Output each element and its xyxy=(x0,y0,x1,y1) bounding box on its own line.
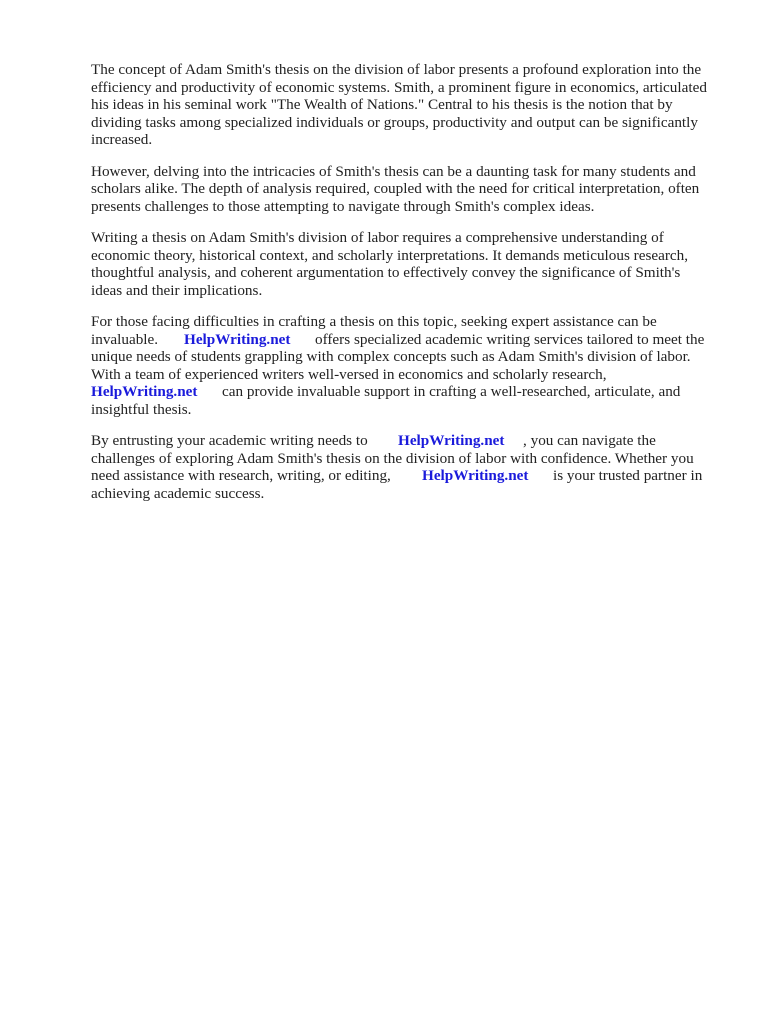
helpwriting-link[interactable]: HelpWriting.net xyxy=(91,383,198,400)
paragraph-line: his ideas in his seminal work "The Wealth of Nations." Central to his thesis is the notion that by xyxy=(91,96,673,113)
paragraph-line: For those facing difficulties in crafting a thesis on this topic, seeking expert assistance can be xyxy=(91,313,657,330)
helpwriting-link[interactable]: HelpWriting.net xyxy=(422,467,529,484)
paragraph-line: thoughtful analysis, and coherent argumentation to effectively convey the significance of Smith's xyxy=(91,264,681,281)
paragraph-line: is your trusted partner in xyxy=(553,467,703,484)
paragraph-line: unique needs of students grappling with complex concepts such as Adam Smith's division of labor. xyxy=(91,348,691,365)
paragraph-line: However, delving into the intricacies of Smith's thesis can be a daunting task for many students and xyxy=(91,163,696,180)
paragraph-line: insightful thesis. xyxy=(91,401,192,418)
helpwriting-link[interactable]: HelpWriting.net xyxy=(398,432,505,449)
paragraph-line: challenges of exploring Adam Smith's thesis on the division of labor with confidence. Whether you xyxy=(91,450,694,467)
paragraph-line: Writing a thesis on Adam Smith's division of labor requires a comprehensive understanding of xyxy=(91,229,664,246)
helpwriting-link[interactable]: HelpWriting.net xyxy=(184,331,291,348)
paragraph-line: achieving academic success. xyxy=(91,485,265,502)
paragraph-line: can provide invaluable support in crafting a well-researched, articulate, and xyxy=(222,383,681,400)
paragraph-line: dividing tasks among specialized individuals or groups, productivity and output can be significantly xyxy=(91,114,698,131)
paragraph-line: scholars alike. The depth of analysis required, coupled with the need for critical interpretation, often xyxy=(91,180,700,197)
paragraph-line: need assistance with research, writing, or editing, xyxy=(91,467,391,484)
paragraph-line: The concept of Adam Smith's thesis on the division of labor presents a profound exploration into the xyxy=(91,61,702,78)
paragraph-line: increased. xyxy=(91,131,153,148)
paragraph-line: ideas and their implications. xyxy=(91,282,263,299)
paragraph-line: economic theory, historical context, and scholarly interpretations. It demands meticulous research, xyxy=(91,247,689,264)
paragraph-line: With a team of experienced writers well-versed in economics and scholarly research, xyxy=(91,366,607,383)
paragraph-line: efficiency and productivity of economic systems. Smith, a prominent figure in economics, articulated xyxy=(91,79,707,96)
paragraph-line: offers specialized academic writing services tailored to meet the xyxy=(315,331,705,348)
paragraph-line: , you can navigate the xyxy=(523,432,656,449)
paragraph-line: invaluable. xyxy=(91,331,159,348)
paragraph-line: presents challenges to those attempting to navigate through Smith's complex ideas. xyxy=(91,198,595,215)
paragraph-line: By entrusting your academic writing needs to xyxy=(91,432,368,449)
